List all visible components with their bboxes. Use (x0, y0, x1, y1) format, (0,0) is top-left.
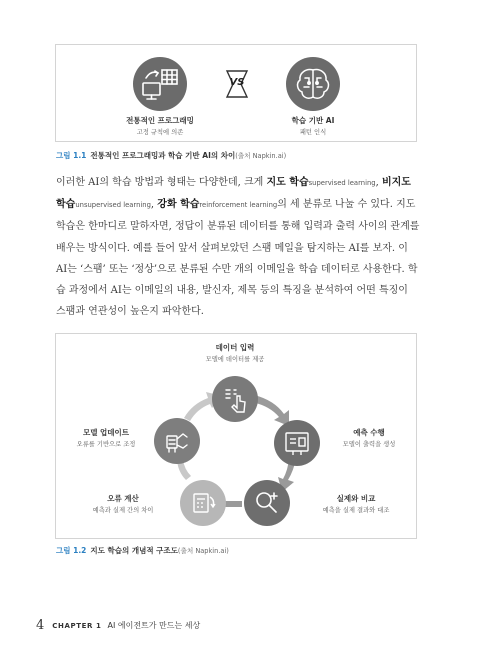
node-update-subtitle: 오류를 기반으로 조정 (76, 441, 136, 448)
chapter-title: AI 에이전트가 만드는 세상 (107, 621, 201, 630)
node-error-title: 오류 계산 (107, 494, 139, 503)
caption-number: 그림 1.1 (56, 151, 87, 160)
term-unsupervised-en: unsupervised learning (75, 201, 151, 210)
node-compare-subtitle: 예측을 실제 결과와 대조 (322, 507, 390, 514)
node-data-input-subtitle: 모델에 데이터를 제공 (205, 356, 265, 363)
body-paragraph (56, 172, 420, 322)
robot-arm-icon (154, 418, 200, 464)
caption-number: 그림 1.2 (56, 546, 87, 555)
hand-pointer-icon (212, 376, 258, 422)
traditional-programming-title: 전통적인 프로그래밍 (126, 116, 194, 125)
body-text-intro: 이러한 AI의 학습 방법과 형태는 다양한데, 크게 (56, 177, 267, 188)
term-supervised: 지도 학습 (266, 177, 309, 188)
separator: , (150, 199, 158, 211)
calculator-refresh-icon (180, 480, 226, 526)
term-unsupervised: 비지도 학습 (56, 177, 411, 211)
brain-icon (286, 57, 340, 111)
caption-title: 전통적인 프로그래밍과 학습 기반 AI의 차이 (90, 151, 236, 160)
page-footer (36, 618, 200, 633)
learning-ai-title: 학습 기반 AI (291, 116, 335, 125)
page-number: 4 (36, 618, 45, 633)
traditional-programming-subtitle: 고정 규칙에 의존 (136, 129, 184, 136)
vs-label: VS (229, 77, 245, 88)
computer-chart-icon (133, 57, 187, 111)
figure-1-1-box (55, 44, 417, 142)
caption-source: (출처 Napkin.ai) (177, 547, 229, 555)
term-reinforcement-en: reinforcement learning (199, 201, 278, 210)
figure-1-2-caption (56, 545, 229, 556)
figure-1-1-caption (56, 150, 286, 161)
caption-source: (출처 Napkin.ai) (235, 152, 287, 160)
figure-1-2-box (55, 333, 417, 539)
learning-ai-subtitle: 패턴 인식 (299, 129, 327, 136)
chart-document-icon (274, 420, 320, 466)
chapter-label: CHAPTER 1 (52, 621, 102, 630)
node-predict-title: 예측 수행 (353, 428, 385, 437)
node-compare-title: 실제와 비교 (336, 494, 376, 503)
term-supervised-en: supervised learning (308, 179, 376, 187)
node-error-subtitle: 예측과 실제 간의 차이 (92, 507, 154, 514)
node-predict-subtitle: 모델이 출력을 생성 (342, 441, 396, 448)
caption-title: 지도 학습의 개념적 구조도 (90, 546, 178, 555)
node-data-input-title: 데이터 입력 (215, 343, 255, 352)
magnifier-plus-icon (244, 480, 290, 526)
term-reinforcement: 강화 학습 (157, 199, 200, 211)
separator: , (375, 177, 382, 188)
node-update-title: 모델 업데이트 (82, 428, 130, 437)
body-text-rest: 의 세 분류로 나눌 수 있다. 지도 학습은 한마디로 말하자면, 정답이 분류된 데이터를 통해 입력과 출력 사이의 관계를 배우는 방식이다. 예를 들어 앞서 살펴보았던 스팸 메일을 탐지하는 AI를 보자. 이 AI는 ‘스팸’ 또는 ‘정상’으로 분류된 수만 개의 이메일을 학습 데이터로 사용한다. 학습 과정에서 AI는 이메일의 내용, 발신자, 제목 등의 특징을 분석하여 어떤 특징이 스팸과 연관성이 높은지 파악한다. (56, 199, 420, 318)
